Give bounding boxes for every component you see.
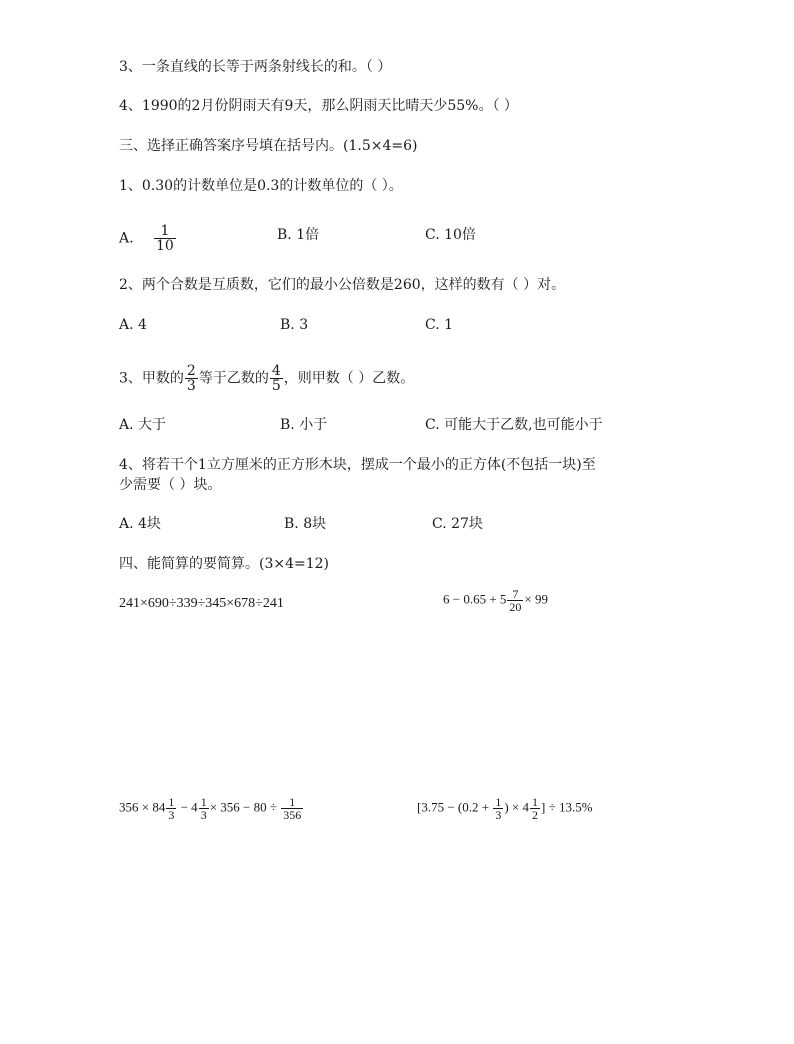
fraction-numerator: 7 xyxy=(507,588,523,601)
q3-text-post: ，则甲数（ ）乙数。 xyxy=(283,370,415,387)
fraction-denominator: 2 xyxy=(532,808,538,822)
fraction-numerator: 1 xyxy=(168,795,175,809)
expr-3-part: 356 × 84 xyxy=(119,799,166,815)
choice-question-1: 1、0.30的计数单位是0.3的计数单位的（ ）。 xyxy=(119,178,403,194)
choice-2-option-c: C. 1 xyxy=(425,317,454,333)
fraction-two-thirds xyxy=(185,364,198,393)
fraction-denominator: 3 xyxy=(168,808,175,822)
section-3-title: 三、选择正确答案序号填在括号内。(1.5×4=6) xyxy=(119,138,418,154)
judge-question-3: 3、一条直线的长等于两条射线长的和。（ ） xyxy=(119,59,392,75)
fraction-numerator: 1 xyxy=(495,795,502,809)
expr-4-part: ) × 4 xyxy=(504,799,529,815)
choice-4-option-c: C. 27块 xyxy=(432,516,483,532)
expression-2 xyxy=(443,588,548,613)
fraction-numerator: 2 xyxy=(186,363,196,379)
q3-text-pre: 3、甲数的 xyxy=(119,370,184,387)
option-a-label: A. xyxy=(119,230,134,247)
choice-question-4-line-2: 少需要（ ）块。 xyxy=(119,477,222,493)
choice-question-2: 2、两个合数是互质数，它们的最小公倍数是260，这样的数有（ ）对。 xyxy=(119,277,566,293)
choice-question-3 xyxy=(119,364,414,393)
choice-4-option-b: B. 8块 xyxy=(284,516,327,532)
expr-4-part: ] ÷ 13.5% xyxy=(541,799,593,815)
fraction-numerator: 1 xyxy=(281,796,303,809)
fraction-denominator: 3 xyxy=(495,808,502,822)
fraction-numerator: 1 xyxy=(154,224,176,239)
choice-3-option-b: B. 小于 xyxy=(280,417,328,433)
fraction-numerator: 1 xyxy=(200,795,207,809)
choice-question-4-line-1: 4、将若干个1立方厘米的正方形木块，摆成一个最小的正方体(不包括一块)至 xyxy=(119,457,596,473)
fraction-one-third xyxy=(493,796,503,821)
choice-1-option-a xyxy=(119,224,177,253)
fraction-denominator: 3 xyxy=(200,808,207,822)
choice-1-option-b: B. 1倍 xyxy=(277,227,320,243)
fraction-denominator: 5 xyxy=(271,378,281,394)
choice-1-option-c: C. 10倍 xyxy=(425,227,476,243)
fraction-one-over-356 xyxy=(281,796,303,821)
fraction-one-tenth xyxy=(154,224,176,253)
fraction-four-fifths xyxy=(270,364,283,393)
choice-3-option-c: C. 可能大于乙数,也可能小于 xyxy=(425,417,603,433)
section-4-title: 四、能简算的要简算。(3×4=12) xyxy=(119,556,330,572)
fraction-denominator: 10 xyxy=(156,238,174,254)
choice-2-option-b: B. 3 xyxy=(280,317,309,333)
fraction-one-third xyxy=(166,796,176,821)
fraction-denominator: 20 xyxy=(509,600,522,614)
expr-4-part: [3.75 − (0.2 + xyxy=(417,799,493,815)
expr-3-part: × 356 − 80 ÷ xyxy=(209,799,281,815)
fraction-one-half xyxy=(530,796,540,821)
q3-text-mid: 等于乙数的 xyxy=(198,370,269,387)
fraction-denominator: 356 xyxy=(283,808,302,822)
judge-question-4: 4、1990的2月份阴雨天有9天，那么阴雨天比晴天少55%。（ ） xyxy=(119,98,518,114)
fraction-denominator: 3 xyxy=(186,378,196,394)
fraction-numerator: 1 xyxy=(532,795,538,809)
fraction-numerator: 4 xyxy=(271,363,281,379)
choice-4-option-a: A. 4块 xyxy=(119,516,161,532)
expr-3-part: − 4 xyxy=(177,799,198,815)
choice-2-option-a: A. 4 xyxy=(119,317,147,333)
expr-2-part: 6 − 0.65 + 5 xyxy=(443,591,507,607)
expression-3 xyxy=(119,796,304,821)
expr-2-part: × 99 xyxy=(524,591,549,607)
fraction-seven-twentieths xyxy=(507,588,523,613)
expression-1: 241×690÷339÷345×678÷241 xyxy=(119,596,284,611)
expression-4 xyxy=(417,796,593,821)
choice-3-option-a: A. 大于 xyxy=(119,417,167,433)
fraction-one-third xyxy=(199,796,209,821)
